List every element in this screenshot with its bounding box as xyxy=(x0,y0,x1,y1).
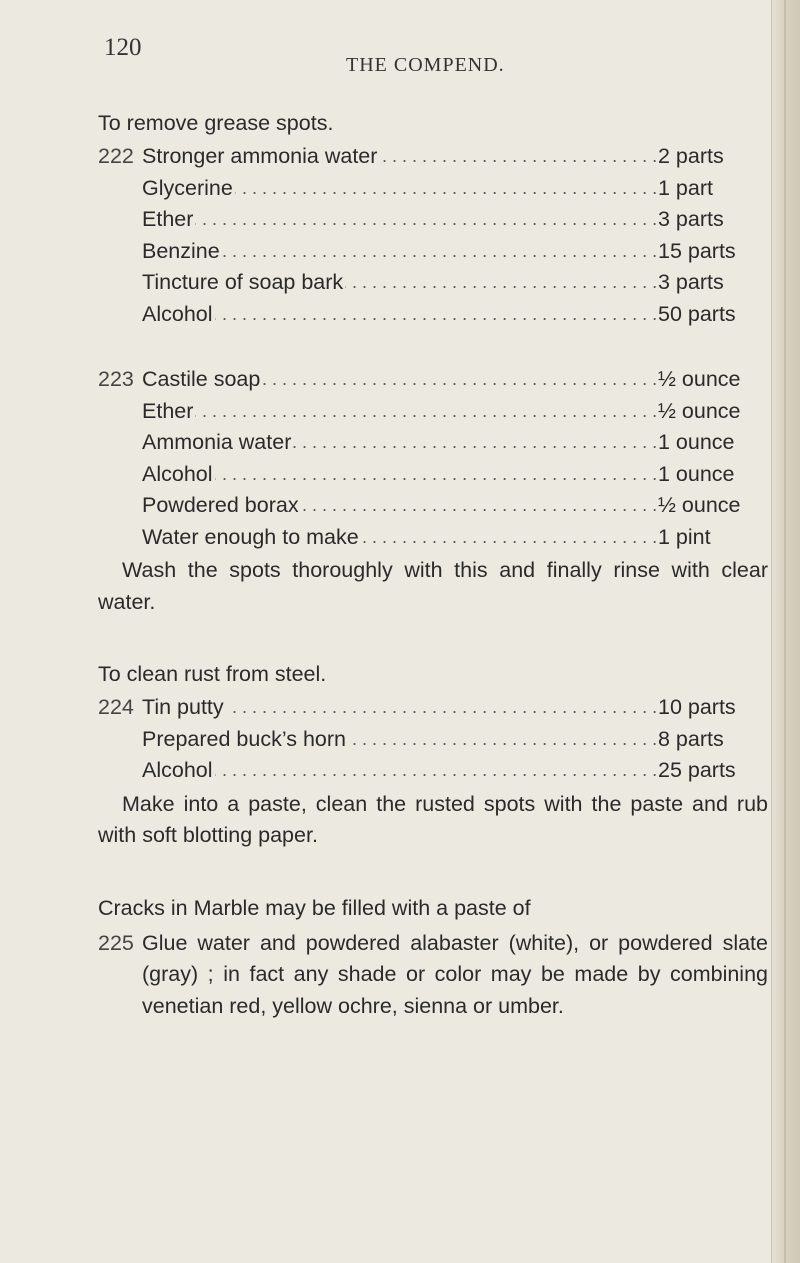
ingredient-row xyxy=(98,755,768,787)
recipe-number: 224 xyxy=(98,695,134,719)
ingredient-qty: 15 parts xyxy=(656,236,768,268)
ingredient-name: Benzine xyxy=(142,238,220,263)
ingredient-name: Alcohol xyxy=(142,461,213,486)
ingredient-name: Prepared buck’s horn xyxy=(142,726,346,751)
ingredient-row xyxy=(98,427,768,459)
ingredient-name: Castile soap xyxy=(142,367,261,391)
ingredient-name: Alcohol xyxy=(142,758,213,782)
ingredient-name: Ammonia water xyxy=(142,430,292,454)
ingredient-row xyxy=(98,724,768,756)
ingredient-row xyxy=(98,236,768,268)
ingredient-name: Tincture of soap bark xyxy=(142,270,344,294)
recipe-225 xyxy=(98,890,768,1023)
recipe-223 xyxy=(98,364,768,618)
recipe-text-body: Glue water and powdered alabaster (white), or powdered slate (gray) ; in fact any shade or color may be made by combining venetian red, yellow ochre, sienna or umber. xyxy=(142,930,768,1018)
ingredient-row xyxy=(98,173,768,205)
ingredient-name: Stronger ammonia water xyxy=(142,144,378,168)
ingredient-qty: 1 ounce xyxy=(656,459,768,491)
page-header xyxy=(0,34,780,74)
ingredient-row xyxy=(98,364,768,396)
section-heading: To remove grease spots. xyxy=(98,111,334,135)
ingredient-qty: 1 part xyxy=(656,173,768,205)
page-edge-line xyxy=(784,0,786,1263)
running-head: THE COMPEND. xyxy=(346,54,505,76)
ingredient-qty: ½ ounce xyxy=(656,364,768,396)
ingredient-qty: 10 parts xyxy=(656,692,768,724)
recipe-222 xyxy=(98,105,768,330)
ingredient-qty: 1 ounce xyxy=(656,427,768,459)
section-heading: Cracks in Marble may be filled with a paste of xyxy=(98,895,531,920)
ingredient-name: Glycerine xyxy=(142,175,233,200)
ingredient-qty: 3 parts xyxy=(656,267,768,299)
ingredient-qty: 2 parts xyxy=(656,141,768,173)
ingredient-row xyxy=(98,299,768,331)
ingredient-row xyxy=(98,141,768,173)
ingredient-row xyxy=(98,490,768,522)
ingredient-row xyxy=(98,204,768,236)
instructions-paragraph: Make into a paste, clean the rusted spots with the paste and rub with soft blotting paper. xyxy=(98,791,768,847)
ingredient-qty: 1 pint xyxy=(656,522,768,554)
ingredient-row xyxy=(98,267,768,299)
ingredient-name: Ether xyxy=(142,398,194,423)
ingredient-name: Tin putty xyxy=(142,695,224,719)
ingredient-qty: ½ ounce xyxy=(656,490,768,522)
ingredient-qty: ½ ounce xyxy=(656,396,768,428)
ingredient-row xyxy=(98,692,768,724)
ingredient-qty: 50 parts xyxy=(656,299,768,331)
recipe-text xyxy=(98,928,768,1023)
page-body xyxy=(98,105,768,1022)
section-heading: To clean rust from steel. xyxy=(98,662,327,686)
ingredient-name: Water enough to make xyxy=(142,524,359,549)
ingredient-row xyxy=(98,459,768,491)
ingredient-row xyxy=(98,396,768,428)
recipe-number: 225 xyxy=(98,930,134,955)
ingredient-qty: 25 parts xyxy=(656,755,768,787)
recipe-number: 222 xyxy=(98,144,134,168)
ingredient-qty: 3 parts xyxy=(656,204,768,236)
ingredient-name: Ether xyxy=(142,207,194,231)
ingredient-name: Alcohol xyxy=(142,301,213,326)
ingredient-qty: 8 parts xyxy=(656,724,768,756)
instructions-paragraph: Wash the spots thoroughly with this and finally rinse with clear water. xyxy=(98,558,768,614)
recipe-number: 223 xyxy=(98,367,134,391)
recipe-224 xyxy=(98,656,768,852)
ingredient-name: Powdered borax xyxy=(142,493,299,517)
page-number: 120 xyxy=(104,34,142,61)
ingredient-row xyxy=(98,522,768,554)
